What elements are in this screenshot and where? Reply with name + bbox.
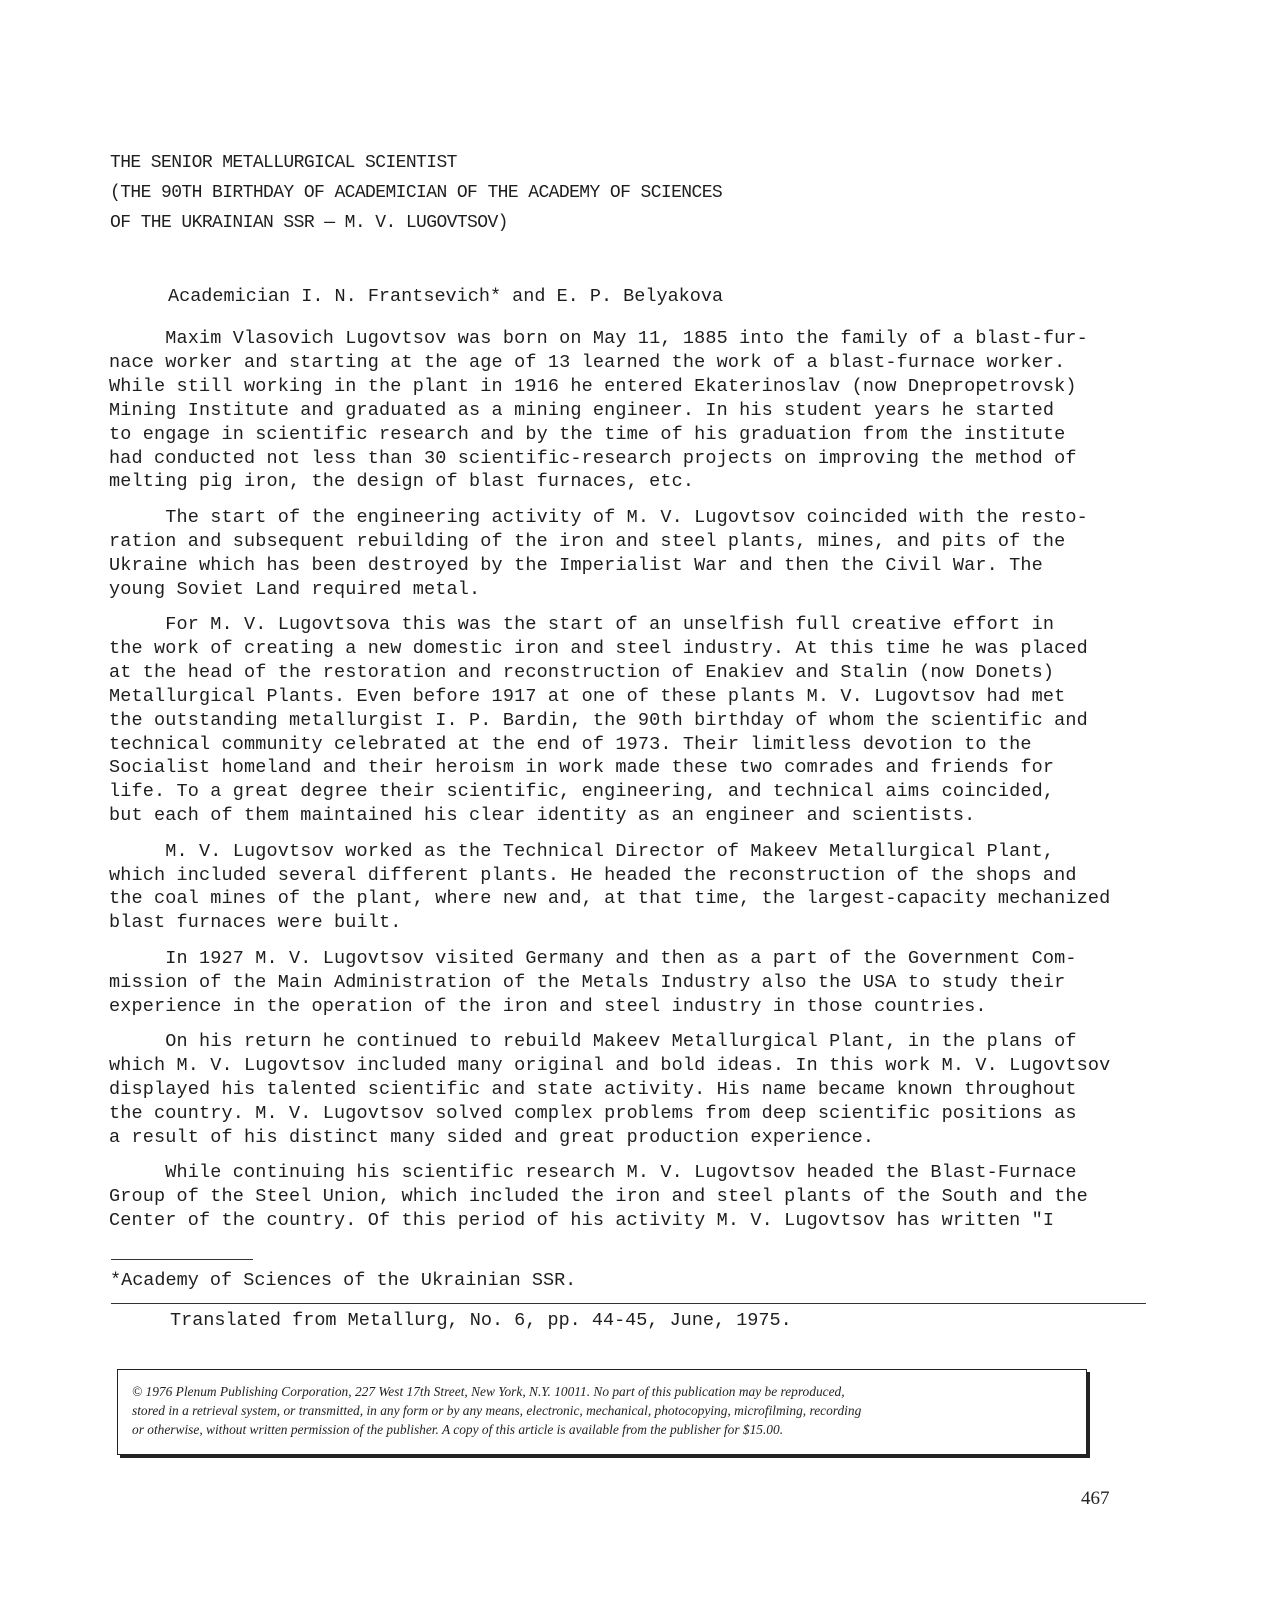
title-line-1: THE SENIOR METALLURGICAL SCIENTIST xyxy=(110,153,457,173)
paragraph-line: Metallurgical Plants. Even before 1917 at one of these plants M. V. Lugovtsov had met xyxy=(109,685,1066,707)
paragraph-line: had conducted not less than 30 scientific-research projects on improving the method of xyxy=(109,447,1077,469)
paragraph-line: In 1927 M. V. Lugovtsov visited Germany and then as a part of the Government Com- xyxy=(109,947,1077,969)
paragraph-2 xyxy=(109,506,1159,602)
paragraph-line: to engage in scientific research and by the time of his graduation from the institute xyxy=(109,423,1066,445)
paragraph-line: experience in the operation of the iron and steel industry in those countries. xyxy=(109,995,987,1017)
paragraph-line: the country. M. V. Lugovtsov solved complex problems from deep scientific positions as xyxy=(109,1102,1077,1124)
paragraph-line: which included several different plants. He headed the reconstruction of the shops and xyxy=(109,864,1077,886)
paragraph-line: which M. V. Lugovtsov included many original and bold ideas. In this work M. V. Lugovtsov xyxy=(109,1054,1111,1076)
paragraph-line: Ukraine which has been destroyed by the Imperialist War and then the Civil War. The xyxy=(109,554,1043,576)
paragraph-line: a result of his distinct many sided and great production experience. xyxy=(109,1126,875,1148)
article-body xyxy=(109,327,1159,1244)
paragraph-4 xyxy=(109,840,1159,936)
paragraph-line: at the head of the restoration and reconstruction of Enakiev and Stalin (now Donets) xyxy=(109,661,1055,683)
paragraph-line: While continuing his scientific research M. V. Lugovtsov headed the Blast-Furnace xyxy=(109,1162,1077,1183)
paragraph-line: blast furnaces were built. xyxy=(109,912,402,934)
paragraph-line: the work of creating a new domestic iron and steel industry. At this time he was placed xyxy=(109,637,1088,659)
title-line-3: OF THE UKRAINIAN SSR — M. V. LUGOVTSOV) xyxy=(110,213,508,233)
paragraph-3 xyxy=(109,613,1159,828)
paragraph-line: mission of the Main Administration of the Metals Industry also the USA to study their xyxy=(109,971,1066,993)
translation-divider xyxy=(111,1303,1146,1304)
footnote-divider xyxy=(111,1259,253,1260)
paragraph-line: but each of them maintained his clear identity as an engineer and scientists. xyxy=(109,805,976,827)
paragraph-1 xyxy=(109,327,1159,494)
paragraph-line: ration and subsequent rebuilding of the iron and steel plants, mines, and pits of the xyxy=(109,530,1066,552)
paragraph-line: displayed his talented scientific and state activity. His name became known throughout xyxy=(109,1078,1077,1100)
page-number: 467 xyxy=(1081,1488,1110,1509)
paragraph-line: While still working in the plant in 1916 he entered Ekaterinoslav (now Dnepropetrovsk) xyxy=(109,375,1077,397)
authors-line: Academician I. N. Frantsevich* and E. P. Belyakova xyxy=(168,286,724,307)
paragraph-line: the coal mines of the plant, where new and, at that time, the largest-capacity mechanized xyxy=(109,888,1111,910)
translation-source: Translated from Metallurg, No. 6, pp. 44-45, June, 1975. xyxy=(170,1310,792,1331)
paragraph-line: Center of the country. Of this period of his activity M. V. Lugovtsov has written "I xyxy=(109,1209,1055,1231)
paragraph-line: the outstanding metallurgist I. P. Bardin, the 90th birthday of whom the scientific and xyxy=(109,709,1088,731)
paragraph-line: M. V. Lugovtsov worked as the Technical Director of Makeev Metallurgical Plant, xyxy=(109,840,1055,862)
paragraph-line: nace worker and starting at the age of 13 learned the work of a blast-furnace worker. xyxy=(109,351,1066,373)
paragraph-line: technical community celebrated at the end of 1973. Their limitless devotion to the xyxy=(109,733,1032,755)
paragraph-5 xyxy=(109,947,1159,1019)
paragraph-line: Maxim Vlasovich Lugovtsov was born on May 11, 1885 into the family of a blast-fur- xyxy=(109,328,1088,349)
copyright-line-3: or otherwise, without written permission of the publisher. A copy of this article is available from the publisher for $15.00. xyxy=(132,1422,784,1437)
paragraph-7 xyxy=(109,1161,1159,1233)
paragraph-line: On his return he continued to rebuild Makeev Metallurgical Plant, in the plans of xyxy=(109,1030,1077,1052)
title-line-2: (THE 90TH BIRTHDAY OF ACADEMICIAN OF THE ACADEMY OF SCIENCES xyxy=(110,183,723,203)
paragraph-line: Group of the Steel Union, which included the iron and steel plants of the South and the xyxy=(109,1185,1088,1207)
footnote: *Academy of Sciences of the Ukrainian SSR. xyxy=(110,1270,577,1291)
paragraph-line: melting pig iron, the design of blast furnaces, etc. xyxy=(109,471,695,493)
copyright-notice-box xyxy=(117,1369,1087,1455)
paragraph-line: life. To a great degree their scientific, engineering, and technical aims coincided, xyxy=(109,781,1055,803)
paragraph-line: Mining Institute and graduated as a mining engineer. In his student years he started xyxy=(109,399,1055,421)
paragraph-line: young Soviet Land required metal. xyxy=(109,578,481,600)
copyright-line-2: stored in a retrieval system, or transmitted, in any form or by any means, electronic, mechanical, photocopying, microfilming, recording xyxy=(132,1403,862,1418)
article-title xyxy=(110,148,1110,238)
copyright-line-1: © 1976 Plenum Publishing Corporation, 227 West 17th Street, New York, N.Y. 10011. No part of this publication may be reproduced, xyxy=(132,1384,845,1399)
paragraph-line: For M. V. Lugovtsova this was the start of an unselfish full creative effort in xyxy=(109,613,1055,635)
paragraph-6 xyxy=(109,1030,1159,1150)
paragraph-line: The start of the engineering activity of M. V. Lugovtsov coincided with the resto- xyxy=(109,506,1088,528)
paragraph-line: Socialist homeland and their heroism in work made these two comrades and friends for xyxy=(109,757,1055,779)
